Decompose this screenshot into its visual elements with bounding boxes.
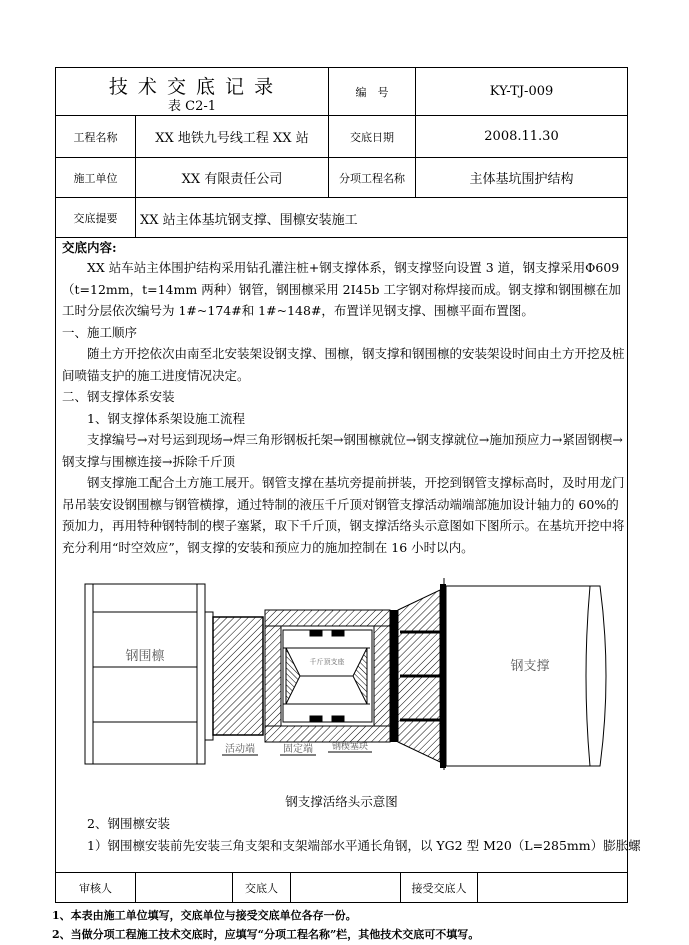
project-value: XX 地铁九号线工程 XX 站 [155, 131, 309, 146]
active-end [213, 617, 263, 735]
number-value: KY-TJ-009 [489, 84, 554, 99]
strut-label: 钢支撑 [510, 659, 550, 674]
reviewer-label: 审核人 [79, 881, 112, 895]
paragraph-flow: 支撑编号→对号运到现场→焊三角形钢板托架→钢围檩就位→钢支撑就位→施加预应力→紧固钢楔→钢支撑与围檩连接→拆除千斤顶 [62, 432, 623, 469]
subsection-heading-waling: 2、钢围檩安装 [87, 816, 170, 831]
col-divider [477, 872, 478, 902]
summary-value: XX 站主体基坑钢支撑、围檩安装施工 [140, 213, 358, 228]
end-plate [205, 612, 213, 740]
project-label: 工程名称 [73, 130, 118, 144]
steel-strut [446, 586, 606, 766]
form-number: 表 C2-1 [167, 99, 216, 114]
table-right-border [627, 67, 628, 903]
footnote-2: 2、当做分项工程施工技术交底时，应填写“分项工程名称”栏，其他技术交底可不填写。 [52, 928, 480, 941]
summary-label: 交底提要 [73, 211, 118, 225]
content-body [62, 257, 627, 558]
table-bottom-border [55, 902, 628, 903]
unit-label: 施工单位 [73, 171, 118, 185]
unit-value: XX 有限责任公司 [181, 172, 283, 187]
waling-label: 钢围檩 [125, 649, 165, 664]
paragraph-construction: 钢支撑施工配合土方施工展开。钢管支撑在基坑旁提前拼装，开挖到钢管支撑标高时，及时用龙门吊吊装安设钢围檩与钢管横撑，通过特制的液压千斤顶对钢管支撑活动端端部施加设计轴力的 60%的预加力，再用特种钢特制的楔子塞紧，取下千斤顶，钢支撑活络头示意图如下图所示。在基坑开挖中将充分利用“时空效应”，钢支撑的安装和预应力的施加控制在 16 小时以内。 [62, 475, 625, 555]
col-divider [135, 872, 136, 902]
date-label: 交底日期 [350, 130, 394, 144]
row-divider [55, 237, 628, 238]
content-heading: 交底内容: [62, 240, 117, 255]
footnote-1: 1、本表由施工单位填写，交底单位与接受交底单位各存一份。 [52, 909, 357, 922]
paragraph-waling: 1）钢围檩安装前先安装三角支架和支架端部水平通长角钢，以 YG2 型 M20（L=285mm）膨胀螺 [87, 838, 641, 853]
row-divider [55, 197, 628, 198]
strut-head-diagram [60, 572, 620, 772]
paragraph-sequence: 随土方开挖依次由南至北安装架设钢支撑、围檩，钢支撑和钢围檩的安装架设时间由土方开挖及桩间喷锚支护的施工进度情况决定。 [62, 346, 625, 383]
figure-caption: 钢支撑活络头示意图 [285, 794, 398, 809]
jack-label: 千斤顶支座 [309, 658, 345, 666]
wedge-label: 钢楔塞块 [331, 742, 369, 752]
paragraph-intro: XX 站车站主体围护结构采用钻孔灌注桩+钢支撑体系，钢支撑竖向设置 3 道，钢支撑采用Φ609（t=12mm，t=14mm 两种）钢管，钢围檩采用 2I45b 工字钢对称焊接而成。钢支撑和钢围檩在加工时分层依次编号为 1#~174#和 1#~148#，布置详见钢支撑、围檩平面布置图。 [62, 260, 621, 318]
waling-beam [85, 584, 205, 764]
discloser-label: 交底人 [245, 881, 278, 895]
row-divider [55, 872, 628, 873]
section-heading-strut: 二、钢支撑体系安装 [62, 389, 175, 404]
section-heading-sequence: 一、施工顺序 [62, 324, 138, 340]
subsection-heading-flow: 1、钢支撑体系架设施工流程 [87, 410, 245, 426]
number-label: 编 号 [355, 85, 389, 99]
receiver-label: 接受交底人 [411, 881, 467, 895]
subproject-label: 分项工程名称 [339, 171, 405, 185]
active-end-label: 活动端 [225, 744, 255, 755]
fixed-end-label: 固定端 [283, 744, 313, 755]
wedge-block [390, 610, 398, 742]
document-title: 技 术 交 底 记 录 [108, 76, 276, 98]
col-divider [290, 872, 291, 902]
date-value: 2008.11.30 [484, 129, 559, 144]
subproject-value: 主体基坑围护结构 [469, 172, 574, 187]
